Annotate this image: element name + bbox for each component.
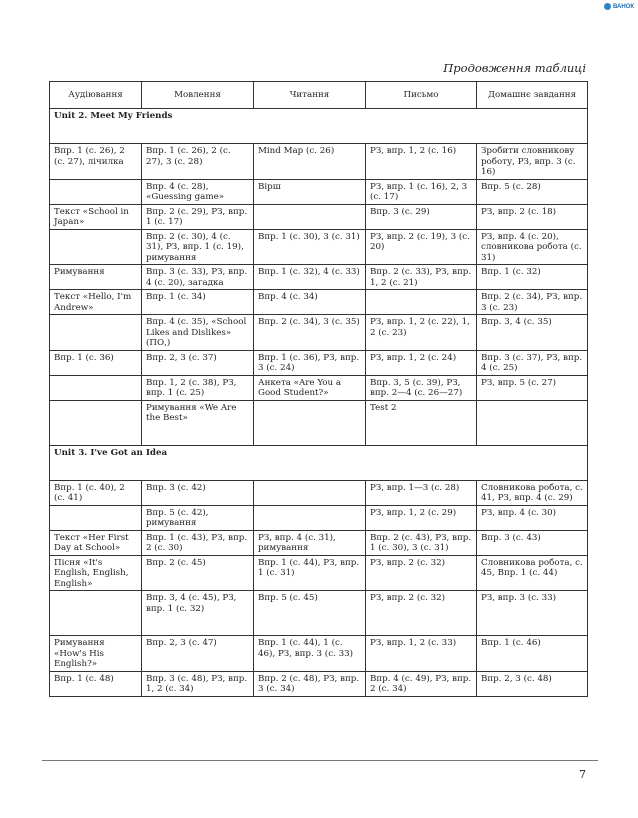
table-row — [50, 315, 588, 351]
table-cell: Впр. 2 (с. 33), РЗ, впр. 1, 2 (с. 21) — [366, 265, 477, 290]
table-cell: Впр. 1 (с. 32), 4 (с. 33) — [254, 265, 366, 290]
table-cell: РЗ, впр. 4 (с. 31), римування — [254, 530, 366, 555]
table-cell: РЗ, впр. 4 (с. 20), словникова робота (с. 31) — [477, 229, 588, 265]
table-cell: Впр. 3, 4 (с. 35) — [477, 315, 588, 351]
table-row — [50, 591, 588, 636]
table-cell: Текст «Her First Day at School» — [50, 530, 142, 555]
table-cell: Анкета «Are You a Good Student?» — [254, 375, 366, 400]
table-cell: Впр. 2, 3 (с. 47) — [142, 636, 254, 672]
table-cell: Впр. 3 (с. 33), РЗ, впр. 4 (с. 20), загадка — [142, 265, 254, 290]
table-continuation-caption: Продовження таблиці — [443, 61, 586, 75]
table-cell: Впр. 2 (с. 43), РЗ, впр. 1 (с. 30), 3 (с. 31) — [366, 530, 477, 555]
table-row — [50, 350, 588, 375]
table-cell: РЗ, впр. 1, 2 (с. 24) — [366, 350, 477, 375]
col-header: Домашнє завдання — [477, 82, 588, 109]
table-cell: Зробити словникову роботу, РЗ, впр. 3 (с. 16) — [477, 144, 588, 180]
table-cell: Римування «We Are the Best» — [142, 400, 254, 445]
table-cell: Впр. 1 (с. 40), 2 (с. 41) — [50, 480, 142, 505]
table-cell: Впр. 1 (с. 48) — [50, 671, 142, 696]
table-cell: Впр. 5 (с. 42), римування — [142, 505, 254, 530]
table-cell: Впр. 1 (с. 34) — [142, 290, 254, 315]
table-row — [50, 204, 588, 229]
table-cell: Впр. 2 (с. 30), 4 (с. 31), РЗ, впр. 1 (с. 19), римування — [142, 229, 254, 265]
table-row — [50, 530, 588, 555]
table-cell: Впр. 4 (с. 34) — [254, 290, 366, 315]
table-cell — [50, 505, 142, 530]
footer-rule — [42, 760, 598, 761]
table-cell: РЗ, впр. 3 (с. 33) — [477, 591, 588, 636]
table-cell: Впр. 2, 3 (с. 48) — [477, 671, 588, 696]
table-cell: Пісня «It's English, English, English» — [50, 555, 142, 591]
table-cell: РЗ, впр. 1—3 (с. 28) — [366, 480, 477, 505]
table-row — [50, 636, 588, 672]
col-header: Аудіювання — [50, 82, 142, 109]
col-header: Письмо — [366, 82, 477, 109]
table-cell: Впр. 2 (с. 34), 3 (с. 35) — [254, 315, 366, 351]
table-cell: РЗ, впр. 1 (с. 16), 2, 3 (с. 17) — [366, 179, 477, 204]
logo-text: ВАНОК — [612, 3, 634, 10]
table-cell: РЗ, впр. 4 (с. 30) — [477, 505, 588, 530]
lesson-plan-table — [49, 81, 588, 697]
table-cell: Впр. 4 (с. 49), РЗ, впр. 2 (с. 34) — [366, 671, 477, 696]
table-cell: Впр. 3 (с. 37), РЗ, впр. 4 (с. 25) — [477, 350, 588, 375]
unit3-body — [50, 445, 588, 696]
page-number: 7 — [579, 768, 586, 781]
table-row — [50, 671, 588, 696]
table-cell — [50, 591, 142, 636]
table-cell: Впр. 3 (с. 42) — [142, 480, 254, 505]
table-cell: Впр. 4 (с. 35), «School Likes and Dislikes» (ПО,) — [142, 315, 254, 351]
table-cell: Впр. 3 (с. 48), РЗ, впр. 1, 2 (с. 34) — [142, 671, 254, 696]
col-header: Читання — [254, 82, 366, 109]
col-header: Мовлення — [142, 82, 254, 109]
unit-heading: Unit 3. I've Got an Idea — [50, 445, 588, 480]
table-cell: Римування — [50, 265, 142, 290]
table-cell: Вірш — [254, 179, 366, 204]
table-cell: Впр. 3, 5 (с. 39), РЗ, впр. 2—4 (с. 26—27) — [366, 375, 477, 400]
table-cell: Впр. 5 (с. 45) — [254, 591, 366, 636]
table-cell: РЗ, впр. 2 (с. 32) — [366, 591, 477, 636]
table-cell — [366, 290, 477, 315]
unit-heading-row — [50, 109, 588, 144]
table-cell: Римування «How's His English?» — [50, 636, 142, 672]
table-cell — [477, 400, 588, 445]
table-cell: Впр. 1 (с. 44), РЗ, впр. 1 (с. 31) — [254, 555, 366, 591]
table-cell: Test 2 — [366, 400, 477, 445]
table-row — [50, 480, 588, 505]
table-cell — [50, 179, 142, 204]
table-cell — [254, 480, 366, 505]
table-cell — [50, 400, 142, 445]
table-cell: Впр. 1 (с. 26), 2 (с. 27), 3 (с. 28) — [142, 144, 254, 180]
logo-icon — [604, 3, 611, 10]
table-cell: Впр. 1 (с. 32) — [477, 265, 588, 290]
table-cell — [50, 229, 142, 265]
table-row — [50, 179, 588, 204]
header-row — [50, 82, 588, 109]
table-cell — [254, 505, 366, 530]
table-cell: Впр. 2 (с. 29), РЗ, впр. 1 (с. 17) — [142, 204, 254, 229]
table-cell: РЗ, впр. 2 (с. 18) — [477, 204, 588, 229]
table-cell: Впр. 1 (с. 36) — [50, 350, 142, 375]
table-cell: Впр. 1 (с. 26), 2 (с. 27), лічилка — [50, 144, 142, 180]
table-cell — [254, 204, 366, 229]
table-cell: Впр. 1 (с. 46) — [477, 636, 588, 672]
table-cell — [50, 315, 142, 351]
table-row — [50, 229, 588, 265]
table-cell — [254, 400, 366, 445]
table-cell: Впр. 5 (с. 28) — [477, 179, 588, 204]
table-cell: Впр. 1, 2 (с. 38), РЗ, впр. 1 (с. 25) — [142, 375, 254, 400]
table-cell: Впр. 2, 3 (с. 37) — [142, 350, 254, 375]
table-row — [50, 555, 588, 591]
table-cell: РЗ, впр. 2 (с. 19), 3 (с. 20) — [366, 229, 477, 265]
table-cell: РЗ, впр. 5 (с. 27) — [477, 375, 588, 400]
table-cell: Mind Map (с. 26) — [254, 144, 366, 180]
table-cell: Словникова робота, с. 41, РЗ, впр. 4 (с. 29) — [477, 480, 588, 505]
unit-heading-row — [50, 445, 588, 480]
table-cell: Впр. 1 (с. 36), РЗ, впр. 3 (с. 24) — [254, 350, 366, 375]
table-cell: Впр. 3 (с. 29) — [366, 204, 477, 229]
table-cell: Впр. 4 (с. 28), «Guessing game» — [142, 179, 254, 204]
table-row — [50, 400, 588, 445]
table-cell: Текст «School in Japan» — [50, 204, 142, 229]
table-cell: РЗ, впр. 1, 2 (с. 16) — [366, 144, 477, 180]
table-cell: Впр. 2 (с. 45) — [142, 555, 254, 591]
table-cell: Впр. 1 (с. 43), РЗ, впр. 2 (с. 30) — [142, 530, 254, 555]
table-cell: Словникова робота, с. 45, Впр. 1 (с. 44) — [477, 555, 588, 591]
table-cell: Впр. 3 (с. 43) — [477, 530, 588, 555]
table-cell: РЗ, впр. 1, 2 (с. 22), 1, 2 (с. 23) — [366, 315, 477, 351]
table-cell: Впр. 3, 4 (с. 45), РЗ, впр. 1 (с. 32) — [142, 591, 254, 636]
table-cell: Впр. 2 (с. 34), РЗ, впр. 3 (с. 23) — [477, 290, 588, 315]
unit2-body — [50, 109, 588, 446]
table-row — [50, 505, 588, 530]
table-cell: Впр. 2 (с. 48), РЗ, впр. 3 (с. 34) — [254, 671, 366, 696]
table-cell: РЗ, впр. 1, 2 (с. 33) — [366, 636, 477, 672]
table-row — [50, 290, 588, 315]
table-cell — [50, 375, 142, 400]
table-cell: Текст «Hello, I'm Andrew» — [50, 290, 142, 315]
unit-heading: Unit 2. Meet My Friends — [50, 109, 588, 144]
table-cell: Впр. 1 (с. 30), 3 (с. 31) — [254, 229, 366, 265]
publisher-logo — [604, 3, 634, 10]
table-row — [50, 265, 588, 290]
table-cell: РЗ, впр. 1, 2 (с. 29) — [366, 505, 477, 530]
table-row — [50, 144, 588, 180]
table-cell: РЗ, впр. 2 (с. 32) — [366, 555, 477, 591]
table-cell: Впр. 1 (с. 44), 1 (с. 46), РЗ, впр. 3 (с. 33) — [254, 636, 366, 672]
table-row — [50, 375, 588, 400]
